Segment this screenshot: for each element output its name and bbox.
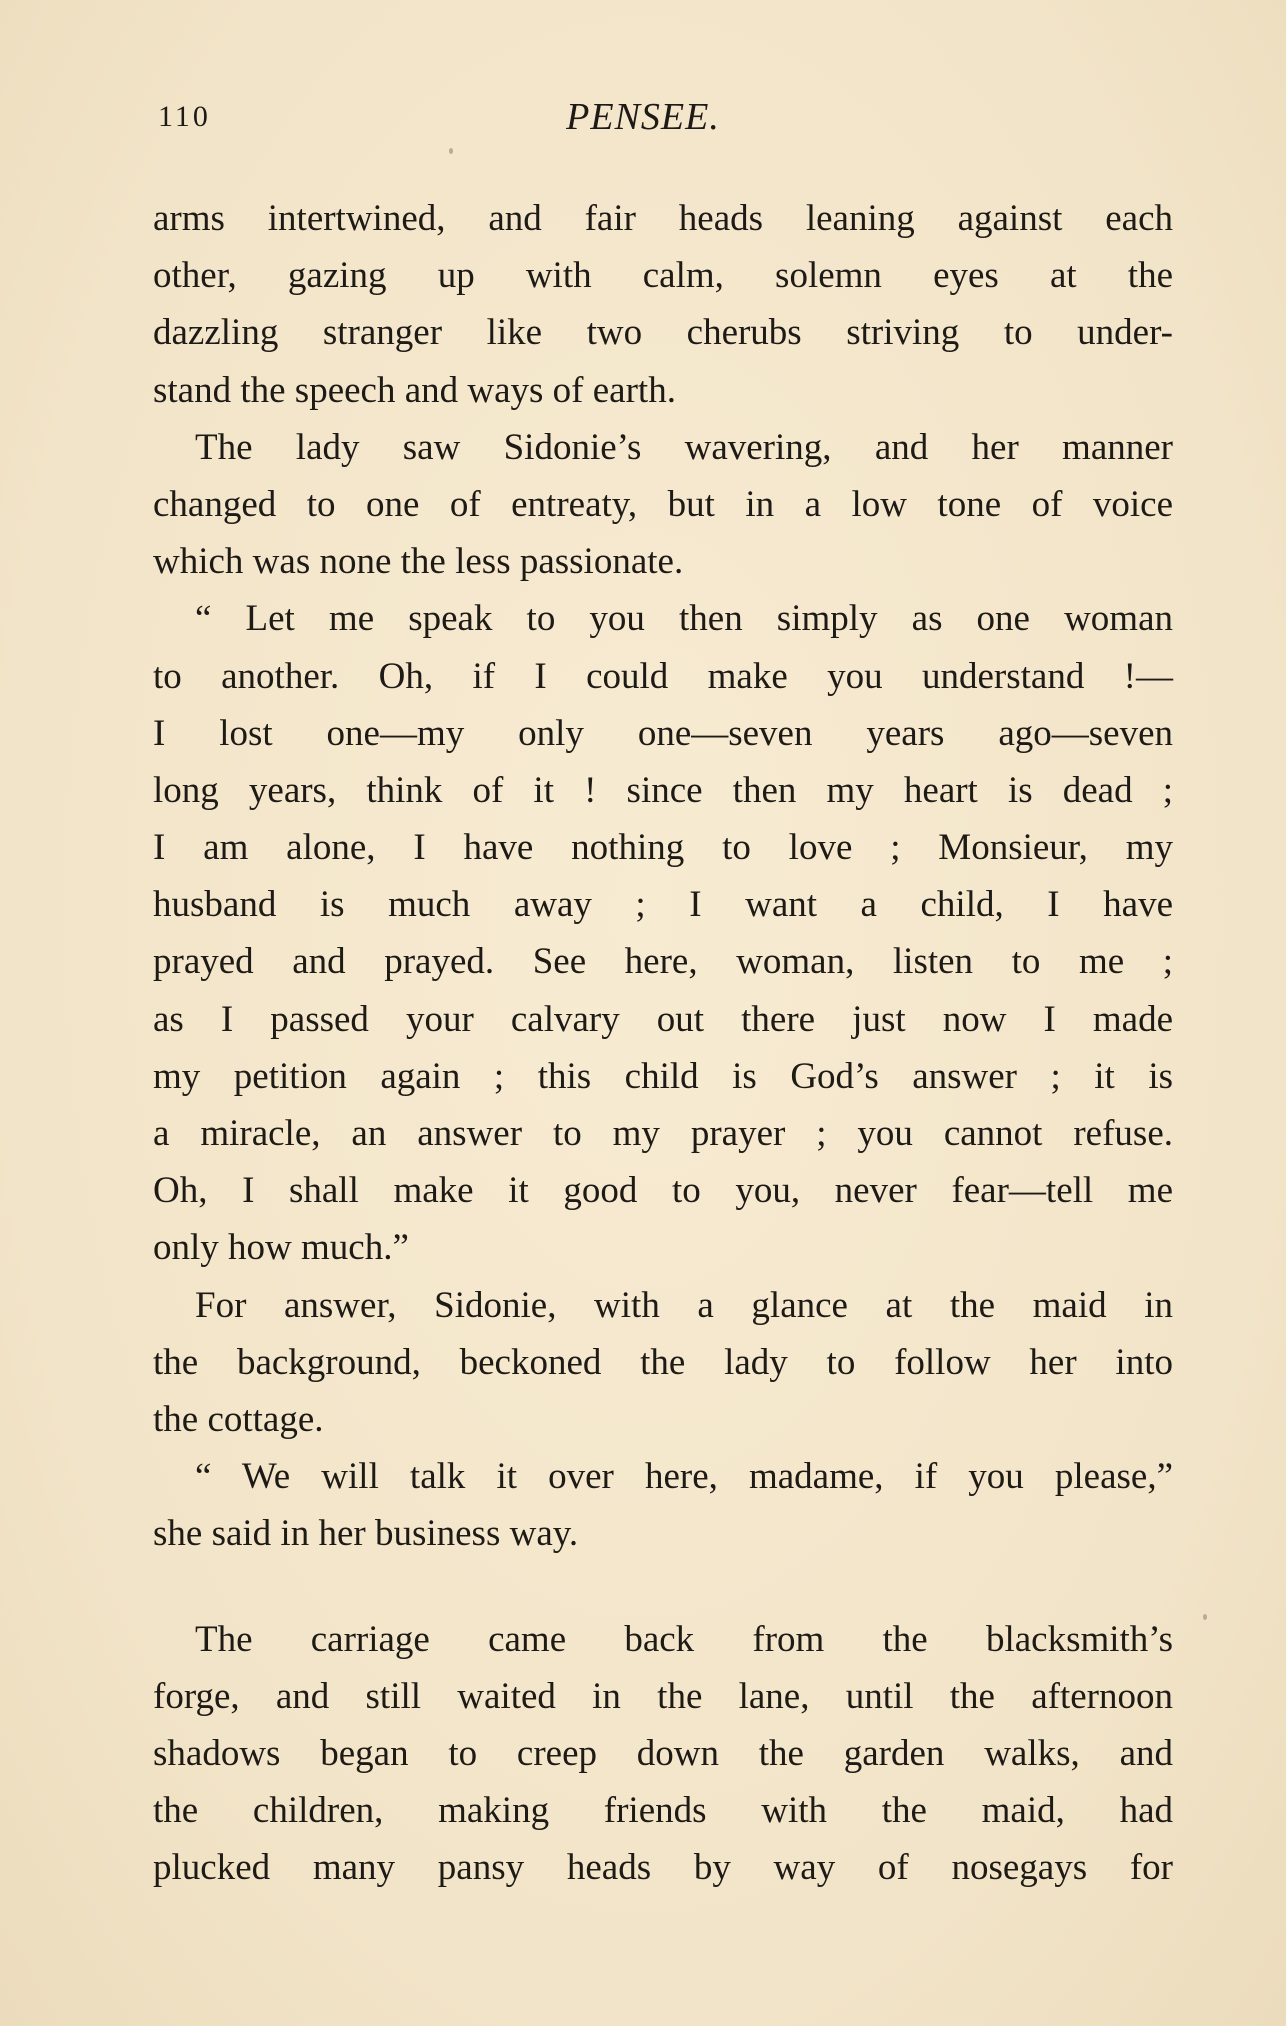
text-line: a miracle, an answer to my prayer ; you cannot refuse. [153,1113,1173,1154]
text-line: long years, think of it ! since then my heart is dead ; [153,769,1173,811]
text-line: husband is much away ; I want a child, I have [153,884,1173,926]
text-line: dazzling stranger like two cherubs striving to under- [153,312,1173,354]
text-line: prayed and prayed. See here, woman, listen to me ; [153,941,1173,983]
text-line: other, gazing up with calm, solemn eyes at the [153,255,1173,297]
section-break [153,1563,1173,1611]
text-line: I am alone, I have nothing to love ; Monsieur, my [153,827,1173,869]
body-text [153,190,1173,1896]
text-line: only how much.” [153,1227,409,1269]
text-line: stand the speech and ways of earth. [153,369,676,411]
text-line: “ We will talk it over here, madame, if you please,” [195,1456,1173,1498]
text-line: changed to one of entreaty, but in a low tone of voice [153,483,1173,525]
text-line: to another. Oh, if I could make you understand !— [153,655,1173,697]
text-line: as I passed your calvary out there just now I made [153,998,1173,1040]
text-line: Oh, I shall make it good to you, never fear—tell me [153,1170,1173,1212]
text-line: arms intertwined, and fair heads leaning against each [153,198,1173,239]
page-number: 110 [158,100,211,133]
text-line: the background, beckoned the lady to follow her into [153,1341,1173,1383]
text-line: I lost one—my only one—seven years ago—seven [153,712,1173,754]
text-line: she said in her business way. [153,1513,579,1555]
text-line: my petition again ; this child is God’s answer ; it is [153,1055,1173,1097]
text-line: shadows began to creep down the garden walks, and [153,1732,1173,1774]
text-line: which was none the less passionate. [153,541,684,583]
text-line: the children, making friends with the maid, had [153,1790,1173,1832]
text-line: The carriage came back from the blacksmith’s [195,1618,1173,1660]
running-head-title: PENSEE. [566,96,720,138]
text-line: forge, and still waited in the lane, until the afternoon [153,1675,1173,1717]
text-line: plucked many pansy heads by way of nosegays for [153,1847,1173,1889]
paper-speck [1203,1614,1207,1620]
text-line: the cottage. [153,1398,324,1440]
paper-speck [449,148,453,154]
text-line: For answer, Sidonie, with a glance at the maid in [195,1284,1173,1326]
text-line: The lady saw Sidonie’s wavering, and her manner [195,426,1173,468]
text-line: “ Let me speak to you then simply as one woman [195,598,1173,640]
